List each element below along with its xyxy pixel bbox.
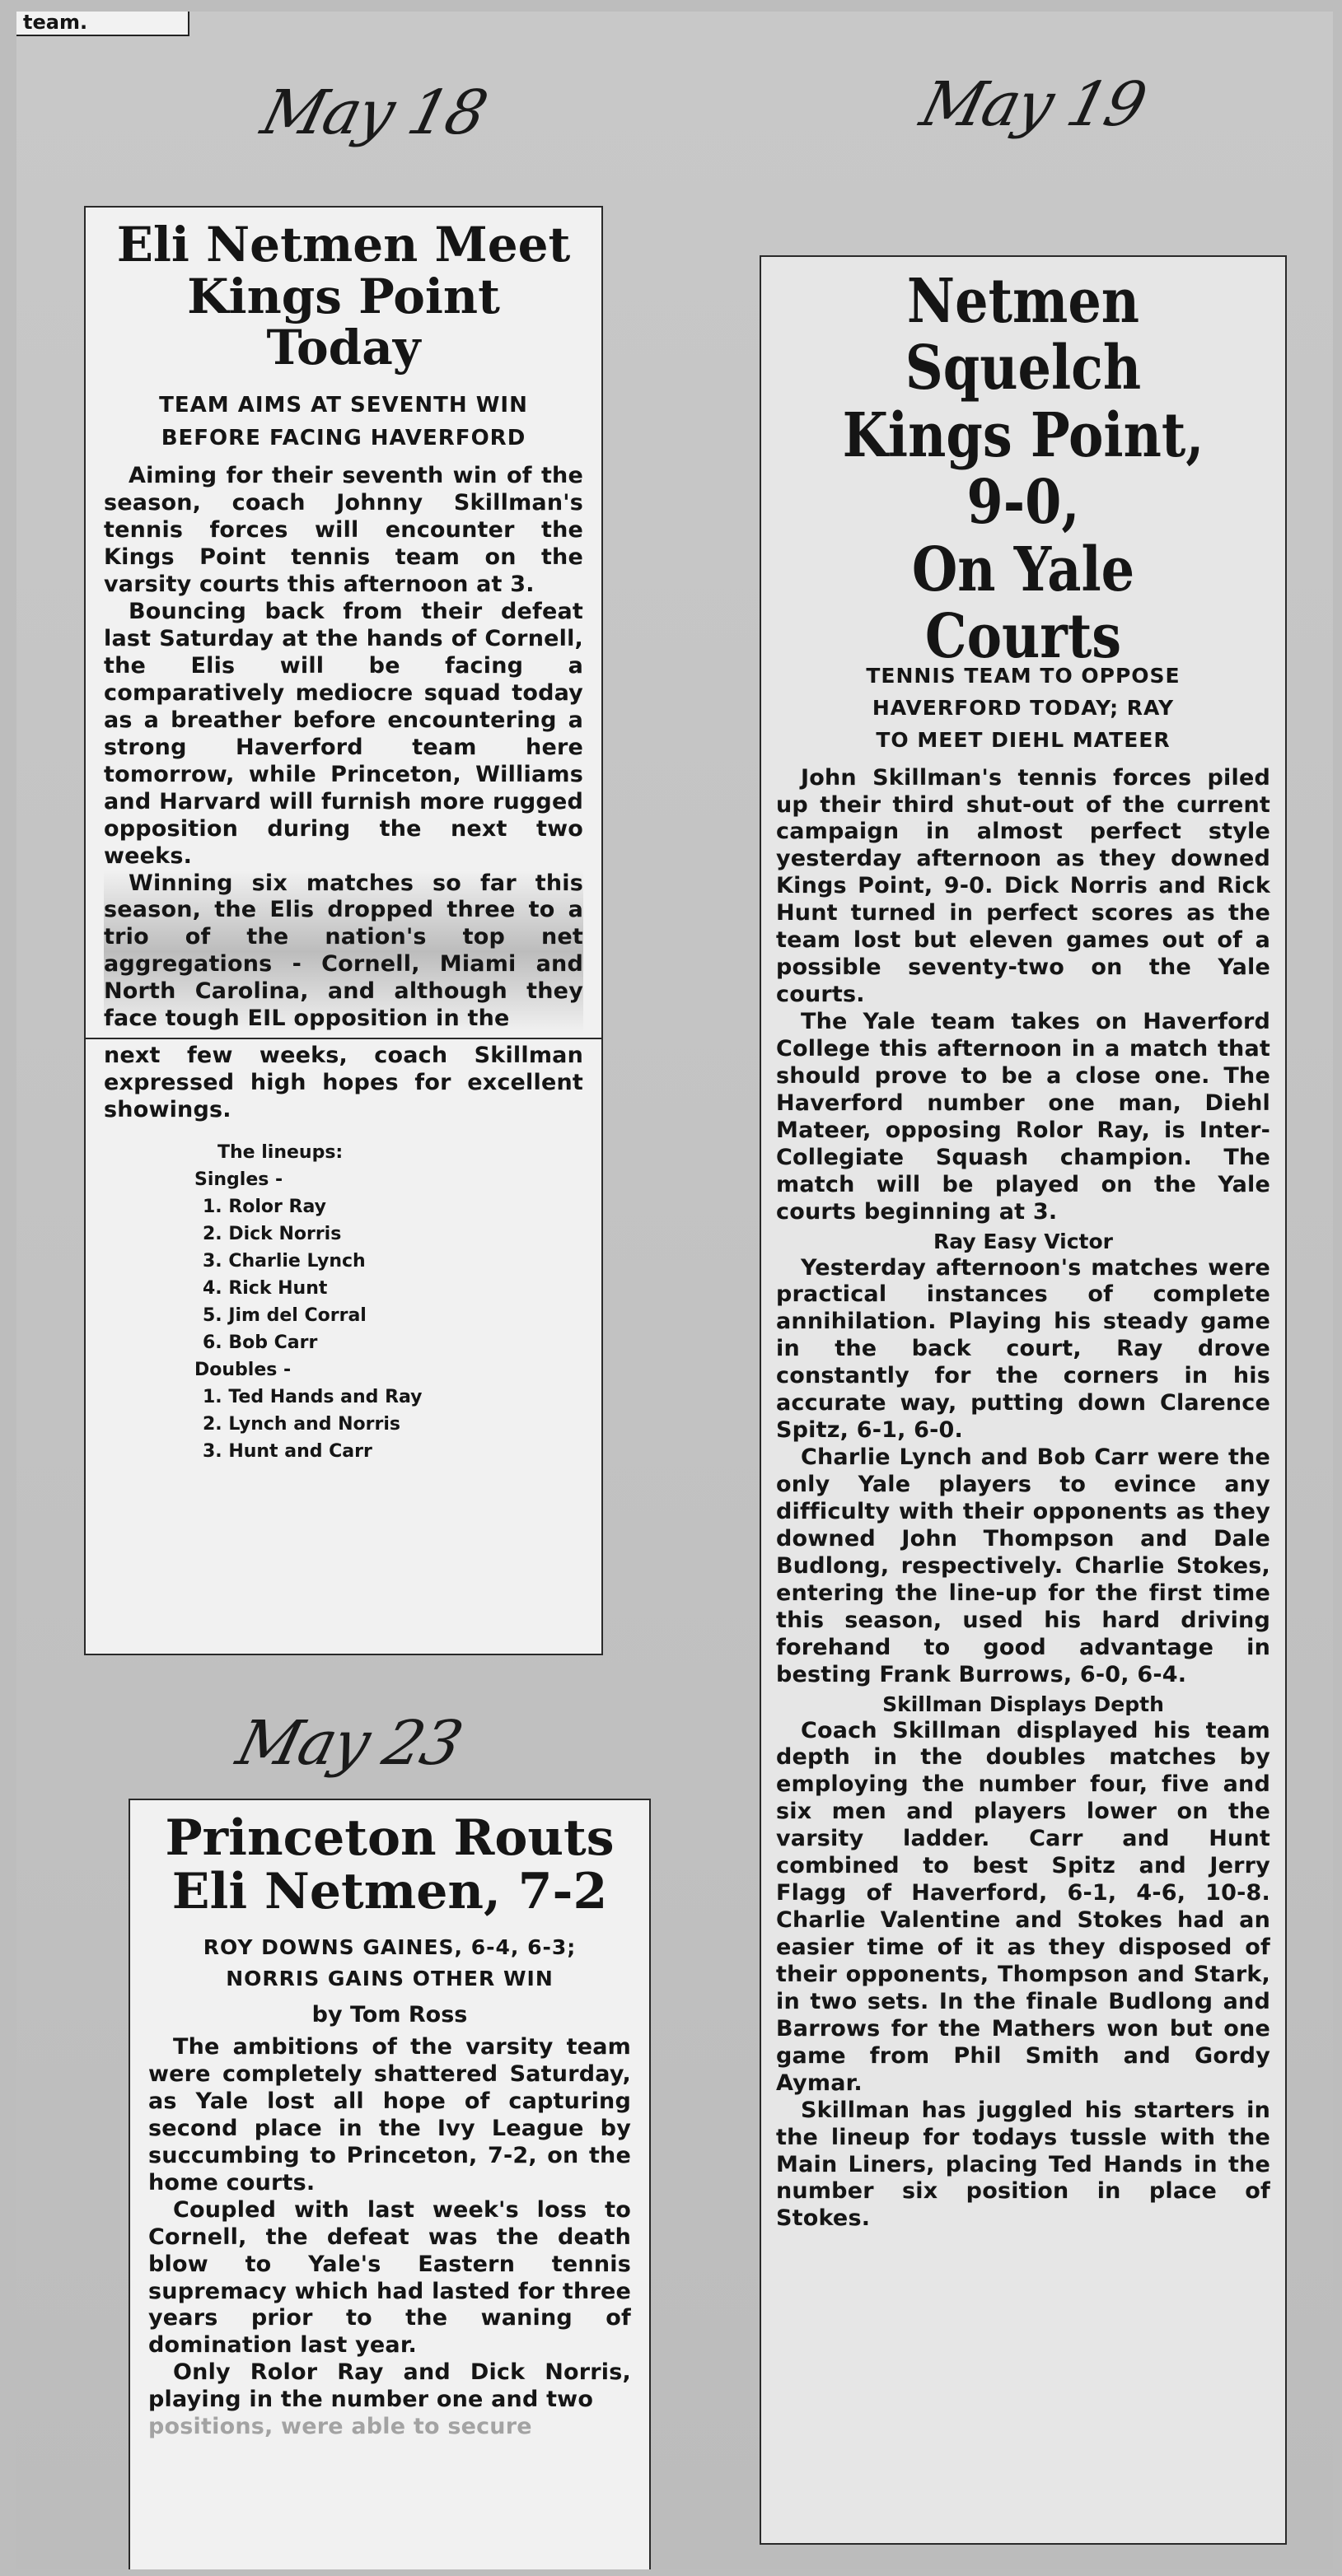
paragraph: Only Rolor Ray and Dick Norris, playing in the number one and two <box>148 2359 631 2413</box>
highlighted-paragraph: Winning six matches so far this season, the Elis dropped three to a trio of the nation's top net aggregations - Cornell, Miami and North Carolina, and although they face tough EIL opposition in the <box>104 870 583 1032</box>
paragraph: Yesterday afternoon's matches were practical instances of complete annihilation. Playing his steady game in the back court, Ray drove constantly for the corners in his accurate way, putting down Clarence Spitz, 6-1, 6-0. <box>776 1254 1270 1444</box>
deck <box>148 1932 631 1996</box>
subheading-skillman-displays-depth: Skillman Displays Depth <box>882 1692 1164 1716</box>
deck-line-3: TO MEET DIEHL MATEER <box>876 727 1171 752</box>
lineup-title: The lineups: <box>217 1141 344 1163</box>
singles-item: 4. Rick Hunt <box>203 1277 328 1299</box>
doubles-item: 2. Lynch and Norris <box>203 1413 400 1435</box>
headline-line-1: Eli Netmen Meet <box>116 217 571 273</box>
paragraph: Bouncing back from their defeat last Saturday at the hands of Cornell, the Elis will be facing a comparatively mediocre squad today as a breather before encountering a strong Haverford team here tomorrow, while Princeton, Williams and Harvard will furnish more rugged opposition during the next two weeks. <box>104 599 583 869</box>
deck-line-2: BEFORE FACING HAVERFORD <box>161 426 526 451</box>
scrapbook-page <box>16 12 1333 2569</box>
date-may-19: May 19 <box>914 69 1153 140</box>
subheading-ray-easy-victor: Ray Easy Victor <box>933 1229 1113 1253</box>
date-may-23: May 23 <box>230 1708 469 1779</box>
headline <box>148 1809 631 1920</box>
paragraph: Charlie Lynch and Bob Carr were the only Yale players to evince any difficulty with their opponents as they downed John Thompson and Dale Budlong, respectively. Charlie Stokes, entering the line-up for the first time this season, used his hard driving forehand to good advantage in besting Frank Burrows, 6-0, 6-4. <box>776 1444 1270 1687</box>
singles-item: 3. Charlie Lynch <box>203 1250 366 1272</box>
paragraph: Skillman has juggled his starters in the lineup for todays tussle with the Main Liners, placing Ted Hands in the number six position in place of Stokes. <box>776 2097 1270 2232</box>
singles-item: 1. Rolor Ray <box>203 1196 326 1217</box>
paragraph-continued: next few weeks, coach Skillman expressed high hopes for excellent showings. <box>104 1043 583 1123</box>
byline: by Tom Ross <box>311 2002 468 2028</box>
singles-item: 6. Bob Carr <box>203 1332 318 1353</box>
date-may-18: May 18 <box>255 77 493 148</box>
deck-line-2: HAVERFORD TODAY; RAY <box>872 696 1175 721</box>
headline-line-3: On Yale Courts <box>911 534 1135 672</box>
deck-line-1: ROY DOWNS GAINES, 6-4, 6-3; <box>203 1934 577 1959</box>
clipping-princeton-result <box>129 1799 651 2569</box>
singles-item: 5. Jim del Corral <box>203 1304 367 1326</box>
headline-line-1: Netmen Squelch <box>905 266 1142 404</box>
paragraph: Coach Skillman displayed his team depth in the doubles matches by employing the number four, five and six men and players lower on the varsity ladder. Carr and Hunt combined to best Spitz and Jerry Flagg of Haverford, 6-1, 4-6, 10-8. Charlie Valentine and Stokes had an easier time of it as they disposed of their opponents, Thompson and Stark, in two sets. In the finale Budlong and Barrows for the Mathers won but one game from Phil Smith and Gordy Aymar. <box>776 1717 1270 2096</box>
paragraph-cut-off: positions, were able to secure <box>148 2414 532 2440</box>
deck <box>776 660 1270 756</box>
lineup-list <box>194 1139 583 1465</box>
headline <box>104 219 583 374</box>
clipping-fragment: team. <box>16 12 189 36</box>
paragraph: The ambitions of the varsity team were completely shattered Saturday, as Yale lost all hope of capturing second place in the Ivy League by succumbing to Princeton, 7-2, on the home courts. <box>148 2034 631 2196</box>
doubles-item: 3. Hunt and Carr <box>203 1440 372 1462</box>
doubles-label: Doubles - <box>194 1359 292 1380</box>
paragraph: John Skillman's tennis forces piled up their third shut-out of the current campaign in almost perfect style yesterday afternoon as they downed Kings Point, 9-0. Dick Norris and Rick Hunt turned in perfect scores as the team lost but eleven games out of a possible seventy-two on the Yale courts. <box>776 764 1270 1008</box>
deck-line-2: NORRIS GAINS OTHER WIN <box>226 1967 554 1991</box>
paragraph: The Yale team takes on Haverford College this afternoon in a match that should prove to be a close one. The Haverford number one man, Diehl Mateer, opposing Rolor Ray, is Inter-Collegiate Squash champion. The match will be played on the Yale courts beginning at 3. <box>776 1009 1270 1225</box>
paragraph: Aiming for their seventh win of the season, coach Johnny Skillman's tennis forces will encounter the Kings Point tennis team on the varsity courts this afternoon at 3. <box>104 463 583 598</box>
headline-line-1: Princeton Routs <box>165 1809 615 1867</box>
singles-item: 2. Dick Norris <box>203 1223 342 1244</box>
headline-line-2: Eli Netmen, 7-2 <box>171 1862 608 1920</box>
deck <box>104 389 583 455</box>
paragraph: Coupled with last week's loss to Cornell, the defeat was the death blow to Yale's Eastern tennis supremacy which had lasted for three years prior to the waning of domination last year. <box>148 2196 631 2359</box>
deck-line-1: TENNIS TEAM TO OPPOSE <box>866 664 1181 688</box>
headline-line-2: Kings Point Today <box>187 268 500 376</box>
clipping-kings-point-preview <box>84 206 603 1655</box>
clipping-kings-point-result <box>760 255 1287 2545</box>
headline <box>811 268 1236 670</box>
clipping-seam <box>86 1038 601 1039</box>
headline-line-2: Kings Point, 9-0, <box>842 399 1204 539</box>
deck-line-1: TEAM AIMS AT SEVENTH WIN <box>159 392 528 418</box>
doubles-item: 1. Ted Hands and Ray <box>203 1386 423 1407</box>
singles-label: Singles - <box>194 1169 283 1190</box>
